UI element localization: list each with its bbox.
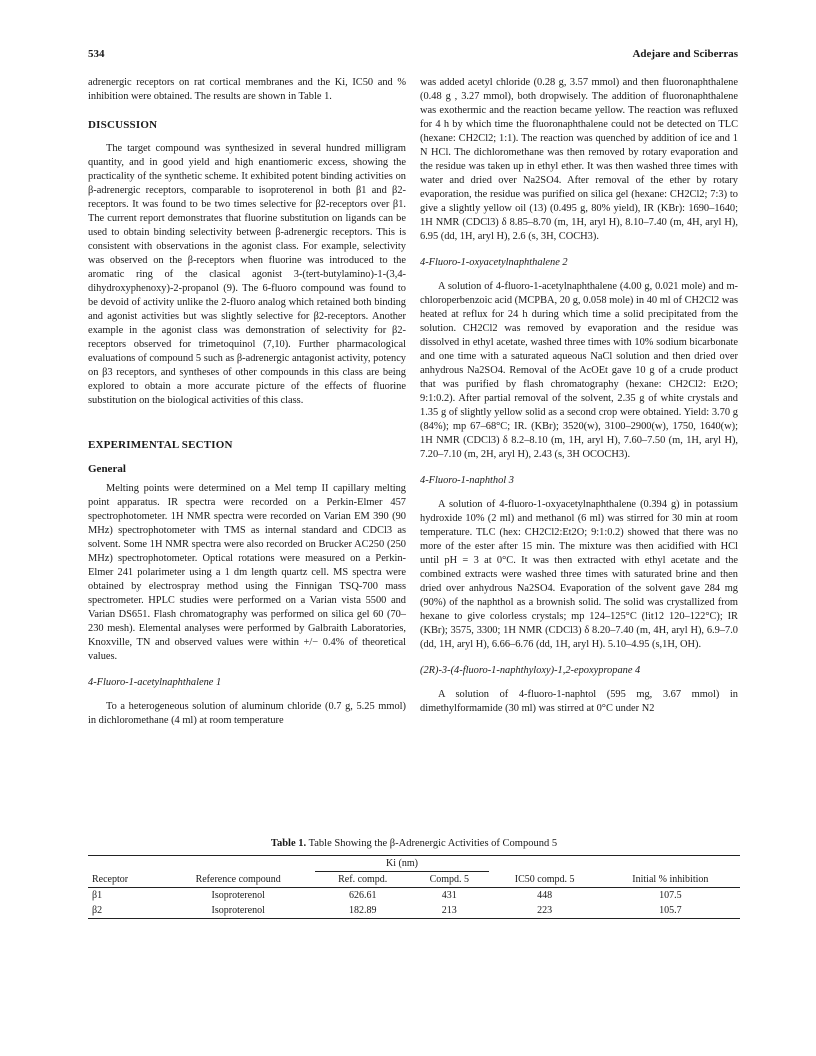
activity-table [88,856,740,918]
col-header: Receptor [92,873,129,885]
table-row [88,903,740,918]
col-header: Ref. compd. [338,874,388,885]
col-header: Initial % inhibition [632,873,709,885]
col-header: IC50 compd. 5 [514,873,575,885]
table-caption [88,838,740,849]
table-caption-text: Table Showing the β-Adrenergic Activities of Compound 5 [308,838,558,849]
table-cell: β2 [92,905,103,916]
table-cell: 448 [537,890,553,901]
compound-3-heading: 4-Fluoro-1-naphthol 3 [420,475,514,486]
table-cell: 107.5 [659,890,682,901]
compound-2-text: A solution of 4-fluoro-1-acetylnaphthalene (4.00 g, 0.021 mole) and m-chloroperbenzoic acid (MCPBA, 20 g, 0.058 mole) in 40 ml of CH2Cl2 was heated at reflux for 24 h during which time a solid precipitated from the solution. CH2Cl2 was removed by evaporation and the residue was dissolved in ethyl acetate, washed three times with 10% sodium bicarbonate and one time with a saturated aqueous NaCl solution and then dried over anhydrous Na2SO4. Removal of the AcOEt gave 10 g of a crude product that was purified by flash chromatography (hexane: CH2Cl2: Et2O; 9:1:0.2). After partial removal of the solvent, 2.35 g of white crystals and 1.35 g of slightly yellow solid as a second crop were obtained. Yield: 3.70 g (84%); mp 67–68°C; IR. (KBr); 3520(w), 3100–2900(w), 1750, 1640(w); 1H NMR (CDCl3) δ 8.2–8.10 (m, 1H, aryl H), 7.60–7.50 (m, 1H, aryl H), 7.20–7.10 (m, 2H, aryl H), 2.43 (s, 3H OCOCH3). [420,281,738,460]
compound-1-text: To a heterogeneous solution of aluminum chloride (0.7 g, 5.25 mmol) in dichloromethane (4 ml) at room temperature [88,701,406,726]
intro-paragraph: adrenergic receptors on rat cortical membranes and the Ki, IC50 and % inhibition were obtained. The results are shown in Table 1. [88,77,406,102]
col-header: Compd. 5 [429,874,470,885]
experimental-heading: EXPERIMENTAL SECTION [88,439,233,451]
table-cell: 105.7 [659,905,682,916]
table-cell: Isoproterenol [211,890,265,901]
compound-2-heading: 4-Fluoro-1-oxyacetylnaphthalene 2 [420,257,568,268]
col-header: Reference compound [195,873,281,885]
general-text: Melting points were determined on a Mel temp II capillary melting point apparatus. IR spectra were recorded on a Perkin-Elmer 457 spectrophotometer. 1H NMR spectra were recorded on Varian EM 390 (90 MHz) spectrophotometer with TMS as internal standard and CDCl3 as solvent. Some 1H NMR spectra were also recorded on Brucker AC250 (250 MHz) spectrophotometer. Optical rotations were measured on a Perkin-Elmer 241 polarimeter using a 1 dm length quartz cell. MS spectra were obtained by electrospray method using the Finnigan TSQ-700 mass spectrometer. HPLC studies were performed on a Varian vista 5500 and Varian DS651. Flash chromatography was performed on silica gel 60 (70–230 mesh). Elemental analyses were performed by Galbraith Laboratories, Knoxville, TN and observed values were within +/− 0.4% of theoretical values. [88,483,406,662]
left-column [88,76,406,728]
table-cell: β1 [92,890,103,901]
table-row [88,888,740,903]
compound-4-heading: (2R)-3-(4-fluoro-1-naphthyloxy)-1,2-epoxypropane 4 [420,665,641,676]
table-cell: 223 [537,905,553,916]
table-cell: 431 [441,890,457,901]
right-column [420,76,738,716]
table-1 [88,838,740,919]
compound-1-continued-text: was added acetyl chloride (0.28 g, 3.57 mmol) and then fluoronaphthalene (0.48 g , 3.27 mmol), both dropwisely. The addition of fluoronaphthalene was exothermic and the reaction became yellow. The reaction was refluxed for 4 h by which time the fluoronaphthalene could not be detected on TLC (hexane: CH2Cl2; 1:1). The reaction was quenched by addition of ice and 1 N HCl. The dichloromethane was then removed by rotary evaporation and the residue was taken up in ethyl ether. It was then washed three times with water and dried over Na2SO4. After removal of the ether by rotary evaporation, the residue was purified on silica gel (hexane: CH2Cl2; 7:3) to give a slightly yellow oil (13) (0.495 g, 80% yield), IR (KBr): 1690–1640; 1H NMR (CDCl3) δ 8.85–8.70 (m, 1H, aryl H), 8.10–7.40 (m, 4H, aryl H), 6.95 (dd, 1H, aryl H), 2.6 (s, 3H, COCH3). [420,77,738,242]
page-number: 534 [88,48,105,60]
table-caption-label: Table 1. [270,838,307,849]
compound-1-heading: 4-Fluoro-1-acetylnaphthalene 1 [88,677,222,688]
ki-group-header: Ki (nm) [315,856,488,872]
table-cell: 213 [441,905,457,916]
discussion-heading: DISCUSSION [88,119,158,131]
table-cell: Isoproterenol [211,905,265,916]
table-header-row [88,872,740,888]
table-cell: 626.61 [348,890,377,901]
general-heading: General [88,463,126,475]
compound-3-text: A solution of 4-fluoro-1-oxyacetylnaphthalene (0.394 g) in potassium hydroxide 10% (2 ml) and methanol (6 ml) was stirred for 30 min at room temperature. TLC (hex: CH2Cl2:Et2O; 9:1:0.2) showed that there was no more of the ester after 15 min. The mixture was then acidified with HCl until pH = 3 at 0°C. It was then extracted with ethyl acetate and the combined extracts were washed three times with saturated brine and then dried over anhydrous Na2SO4. Evaporation of the solvent gave 284 mg (90%) of the naphthol as a brownish solid. The solid was crystallized from hexane to give colorless crystals; mp 124–125°C (lit12 120–122°C); IR (KBr); 3575, 3300; 1H NMR (CDCl3) δ 8.20–7.40 (m, 4H, aryl H), 6.9–7.0 (dd, 1H, aryl H), 6.66–6.76 (dd, 1H, aryl H). 5.10–4.95 (s,1H, OH). [420,499,738,650]
compound-4-text: A solution of 4-fluoro-1-naphtol (595 mg, 3.67 mmol) in dimethylformamide (30 ml) was stirred at 0°C under N2 [420,689,738,714]
discussion-text: The target compound was synthesized in several hundred milligram quantity, and in good yield and high enantiomeric excess, showing the practicality of the synthetic scheme. It exhibited potent binding activities on β-adrenergic receptors, comparable to isoproterenol in both β1 and β2-receptors. It was found to be two times selective for β2-receptors over β1. The current report demonstrates that fluorine substitution on ligands can be used to obtain binding selectivity between β-adrenergic receptors. This is consistent with observations in the agonist class. For example, selectivity was observed on the β-receptors when fluorine was introduced to the aromatic ring of the clasical agonist 3-(tert-butylamino)-1-(3,4-dihydroxyphenoxy)-2-propanol (9). The 6-fluoro compound was found to be devoid of activity unlike the 2-fluoro analog which retained both binding and agonist activities but was slightly selective for β2-receptors. Another example in the agonist class was demonstration of selectivity for β2-receptors observed for trimetoquinol (7,10). Further pharmacological evaluations of compound 5 such as β-adrenergic antagonist activity, potency on β3 receptors, and syntheses of other compounds in this class are being explored to obtain a more accurate picture of the effects of fluorine substitution on the biological activities of this class. [88,143,406,406]
running-head: Adejare and Sciberras [632,48,738,60]
table-cell: 182.89 [348,905,377,916]
